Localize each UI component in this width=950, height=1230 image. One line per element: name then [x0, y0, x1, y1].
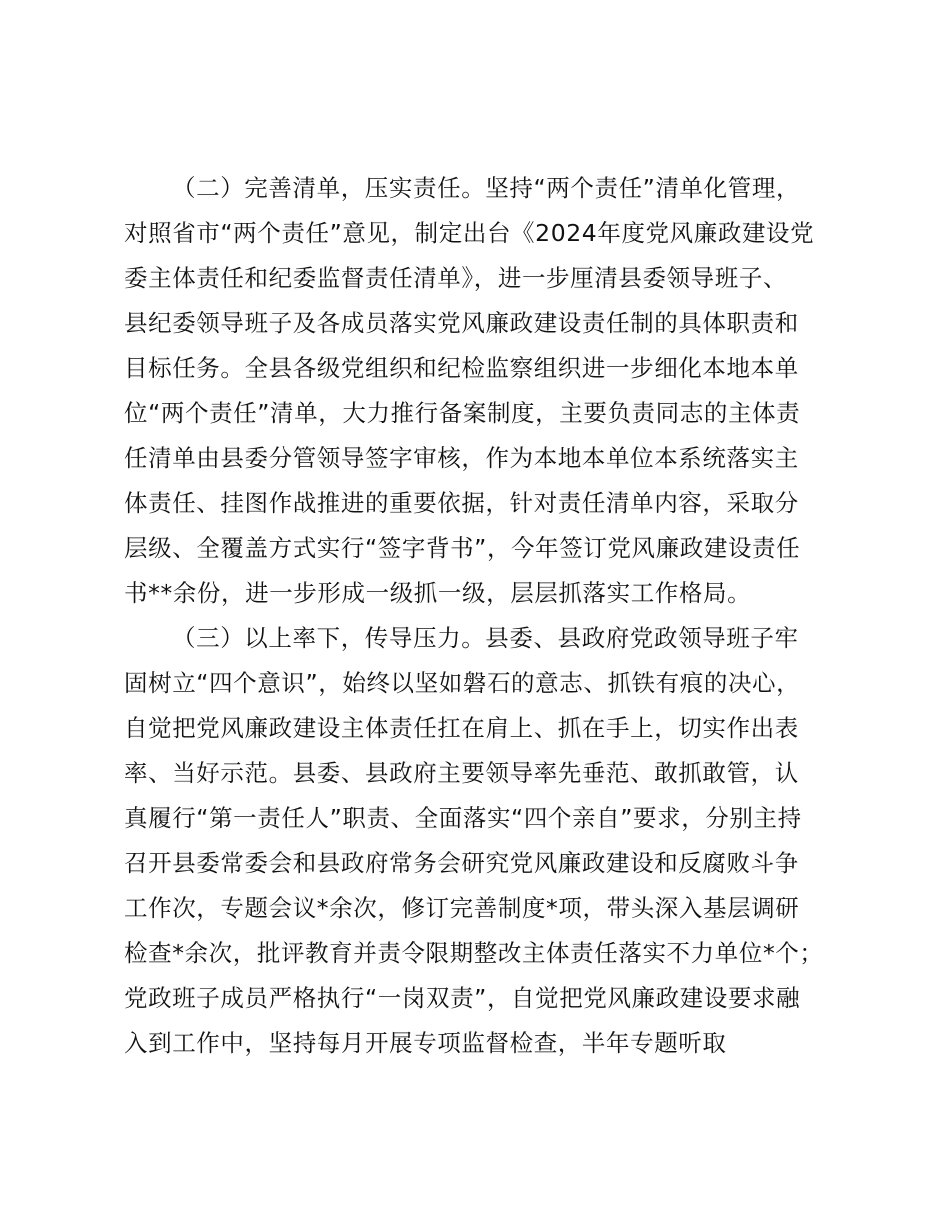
paragraph-3-line-7: 工作次，专题会议*余次，修订完善制度*项，带头深入基层调研 [124, 894, 800, 922]
paragraph-2-line-7: 任清单由县委分管领导签字审核，作为本地本单位本系统落实主 [124, 444, 799, 472]
paragraph-2-line-6: 位“两个责任”清单，大力推行备案制度，主要负责同志的主体责 [124, 399, 801, 427]
paragraph-2-line-3: 委主体责任和纪委监督责任清单》，进一步厘清县委领导班子、 [124, 264, 788, 292]
paragraph-2-line-5: 目标任务。全县各级党组织和纪检监察组织进一步细化本地本单 [124, 354, 799, 382]
paragraph-3-line-10: 入到工作中，坚持每月开展专项监督检查，半年专题听取 [124, 1029, 727, 1057]
paragraph-2-line-1: （二）完善清单，压实责任。坚持“两个责任”清单化管理， [172, 174, 801, 202]
paragraph-2-line-4: 县纪委领导班子及各成员落实党风廉政建设责任制的具体职责和 [124, 309, 799, 337]
paragraph-2-line-8: 体责任、挂图作战推进的重要依据，针对责任清单内容，采取分 [124, 489, 799, 517]
paragraph-3-line-3: 自觉把党风廉政建设主体责任扛在肩上、抓在手上，切实作出表 [124, 714, 799, 742]
paragraph-3-line-1: （三）以上率下，传导压力。县委、县政府党政领导班子牢 [172, 624, 799, 652]
paragraph-3-line-9: 党政班子成员严格执行“一岗双责”，自觉把党风廉政建设要求融 [124, 984, 801, 1012]
paragraph-3-line-2: 固树立“四个意识”，始终以坚如磐石的意志、抓铁有痕的决心， [124, 669, 801, 697]
paragraph-3-line-4: 率、当好示范。县委、县政府主要领导率先垂范、敢抓敢管，认 [124, 759, 799, 787]
paragraph-2-line-2: 对照省市“两个责任”意见，制定出台《2024年度党风廉政建设党 [124, 219, 815, 247]
paragraph-2-line-9: 层级、全覆盖方式实行“签字背书”，今年签订党风廉政建设责任 [124, 534, 801, 562]
paragraph-3-line-6: 召开县委常委会和县政府常务会研究党风廉政建设和反腐败斗争 [124, 849, 799, 877]
paragraph-3-line-5: 真履行“第一责任人”职责、全面落实“四个亲自”要求，分别主持 [124, 804, 802, 832]
paragraph-3-line-8: 检查*余次，批评教育并责令限期整改主体责任落实不力单位*个； [124, 939, 824, 967]
paragraph-2-line-10: 书**余份，进一步形成一级抓一级，层层抓落实工作格局。 [124, 579, 752, 607]
